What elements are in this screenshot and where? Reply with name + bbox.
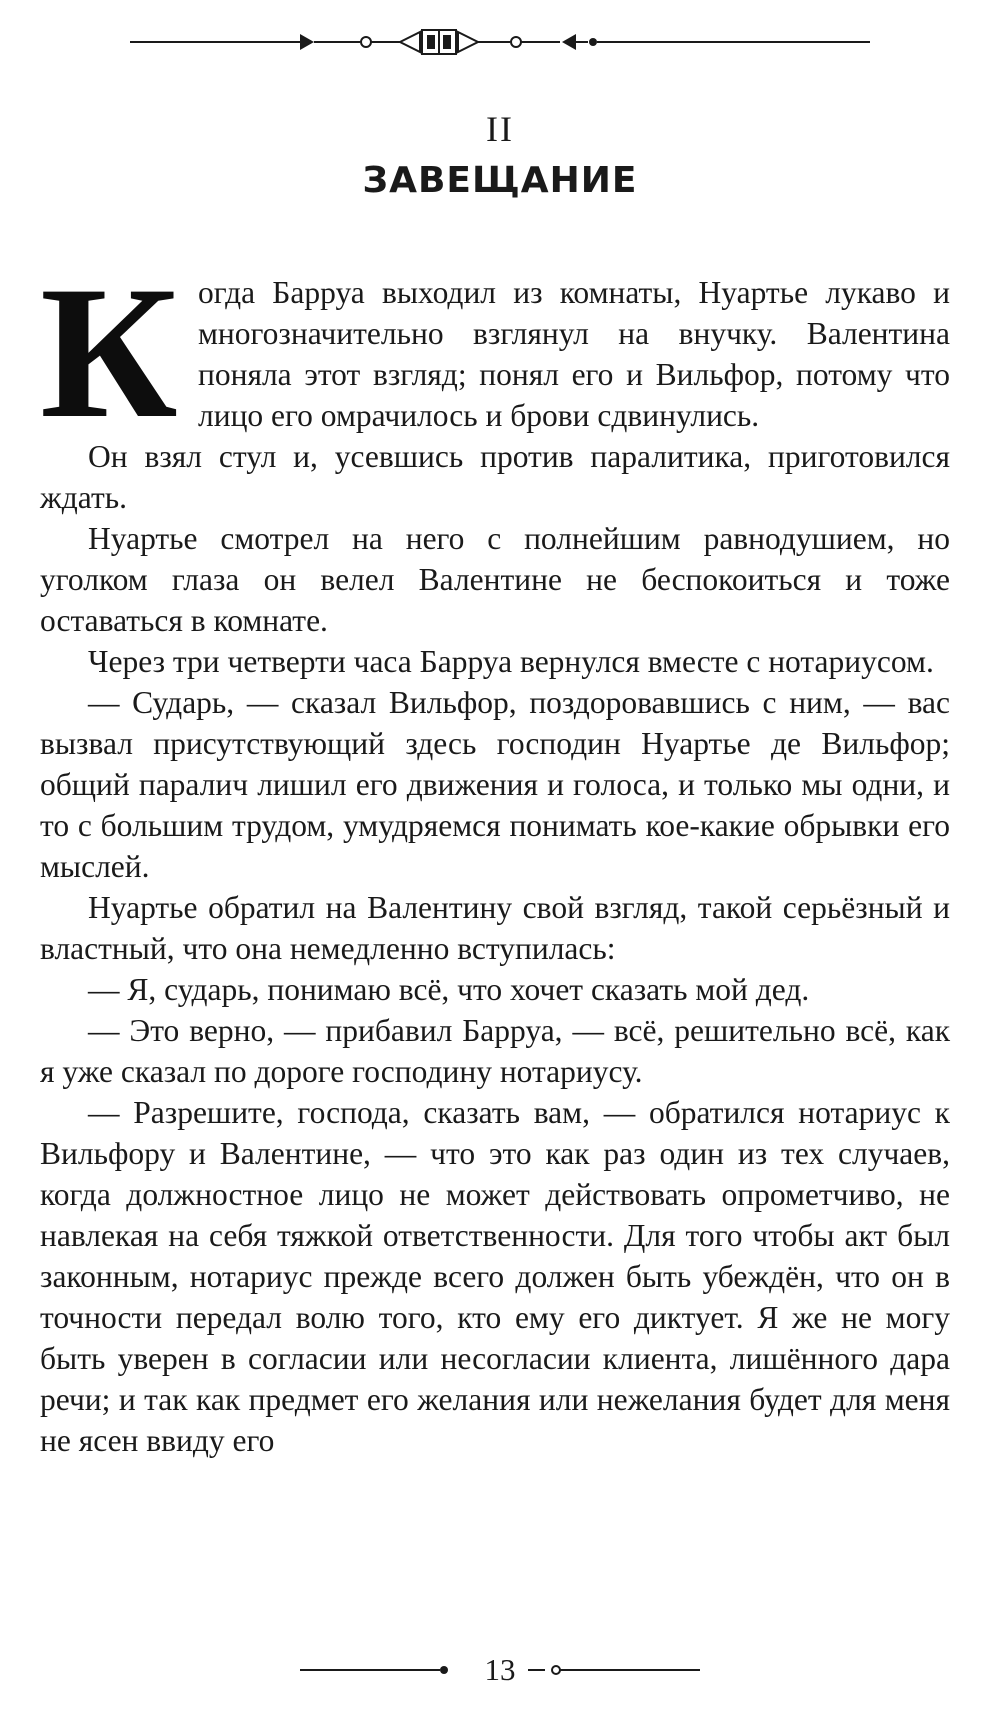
page-number: 13	[484, 1652, 516, 1687]
paragraph-text: огда Барруа выходил из комнаты, Нуартье лукаво и многозначительно взглянул на внучку. Валентина поняла этот взгляд; понял его и Вильфор, потому что лицо его омрачилось и брови сдвинулись.	[198, 275, 950, 433]
paragraph: — Я, сударь, понимаю всё, что хочет сказать мой дед.	[88, 972, 810, 1007]
paragraph: Нуартье обратил на Валентину свой взгляд, такой серьёзный и властный, что она немедленно вступилась:	[40, 890, 950, 966]
paragraph: Через три четверти часа Барруа вернулся вместе с нотариусом.	[88, 644, 934, 679]
paragraph: Нуартье смотрел на него с полнейшим равнодушием, но уголком глаза он велел Валентине не беспокоиться и тоже оставаться в комнате.	[40, 521, 950, 638]
paragraph	[40, 248, 950, 458]
drop-cap: К	[40, 248, 178, 458]
chapter-body	[40, 248, 950, 1461]
paragraph: — Это верно, — прибавил Барруа, — всё, решительно всё, как я уже сказал по дороге господину нотариусу.	[40, 1013, 950, 1089]
chapter-title: ЗАВЕЩАНИЕ	[362, 160, 638, 201]
header-ornament-icon	[130, 22, 870, 62]
page-footer	[0, 1650, 1000, 1690]
paragraph: Он взял стул и, усевшись против паралитика, приготовился ждать.	[40, 439, 950, 515]
paragraph: — Сударь, — сказал Вильфор, поздоровавшись с ним, — вас вызвал присутствующий здесь господин Нуартье де Вильфор; общий паралич лишил его движения и голоса, и только мы одни, и то с большим трудом, умудряемся понимать кое-какие обрывки его мыслей.	[40, 685, 950, 884]
chapter-number: II	[486, 109, 514, 149]
paragraph: — Разрешите, господа, сказать вам, — обратился нотариус к Вильфору и Валентине, — что это как раз один из тех случаев, когда должностное лицо не может действовать опрометчиво, не навлекая на себя тяжкой ответственности. Для того чтобы акт был законным, нотариус прежде всего должен быть убеждён, что он в точности передал волю того, кто ему его диктует. Я же не могу быть уверен в согласии или несогласии клиента, лишённого дара речи; и так как предмет его желания или нежелания будет для меня не ясен ввиду его	[40, 1095, 950, 1458]
